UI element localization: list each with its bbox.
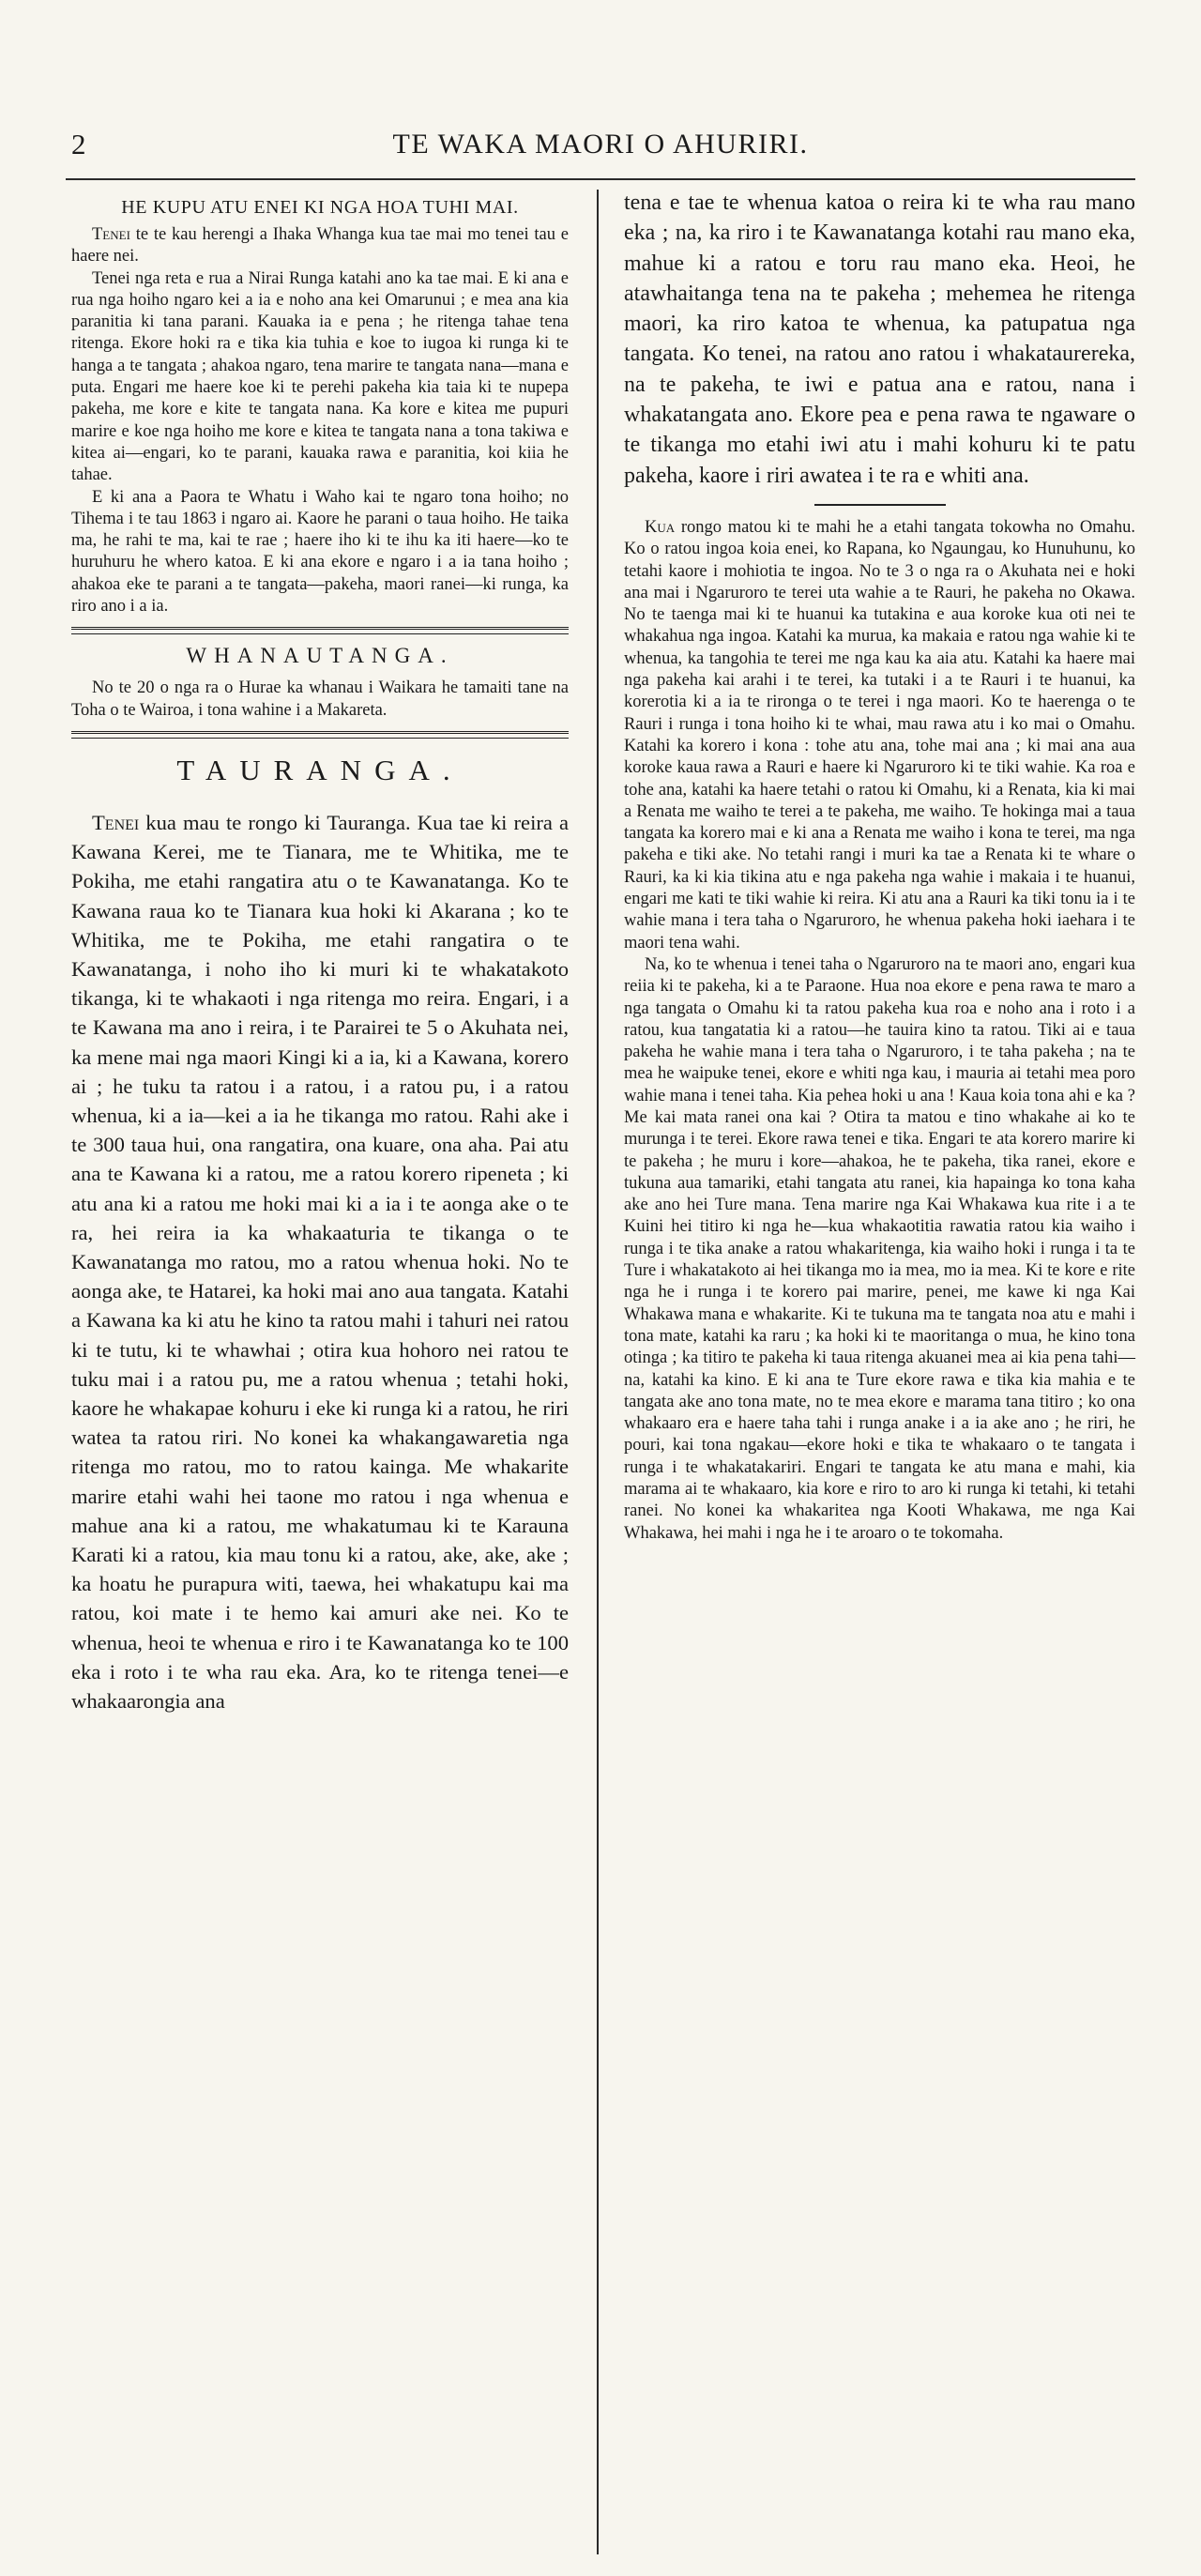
whanautanga-heading: WHANAUTANGA. — [186, 644, 454, 668]
right-column — [624, 188, 1135, 1545]
article-kupu-paragraph — [71, 224, 569, 268]
tauranga-heading: TAURANGA. — [176, 753, 464, 786]
newspaper-title: TE WAKA MAORI O AHURIRI. — [392, 129, 809, 160]
tauranga-continuation: tena e tae te whenua katoa o reira ki te wha rau mano eka ; na, ka riro i te Kawanatanga kotahi rau mano eka, mahue ki a ratou e toru rau mano eka. Heoi, he atawhaitanga tena na te pakeha ; mehemea he ritenga maori, ka riro katoa te whenua, ka patupatua nga tangata. Ko tenei, na ratou ano ratou i whakataurereka, na te pakeha, te iwi e patua ana e ratou, nana i whakatangata ano. Ekore pea e pena rawa te ngaware o te tikanga mo etahi iwi atu i mahi kohuru ki te patu pakeha, kaore i riri awatea i te ra e whiti ana. — [624, 191, 1135, 488]
article-kupu-body — [71, 224, 569, 617]
page-number: 2 — [71, 128, 86, 160]
article-kupu-p3: E ki ana a Paora te Whatu i Waho kai te ngaro tona hoiho; no Tihema i te tau 1863 i ngaro ai. Kaore he parani o taua hoiho. He taika ma, he rahi te ma, kai te rae ; haere iho ki te ihu ka iti haere—ko te huruhuru he whero katoa. E ki ana ekore e ngaro i a ia tana hoiho ; ahakoa eke te parani a te tangata—pakeha, maori ranei—ki runga, ka riro ano i a ia. — [71, 487, 569, 617]
tauranga-lead: Tenei — [92, 810, 140, 834]
left-column — [71, 188, 569, 1715]
whanautanga-body: No te 20 o nga ra o Hurae ka whanau i Waikara he tamaiti tane na Toha o te Wairoa, i tona wahine i a Makareta. — [71, 678, 569, 720]
omahu-p2: Na, ko te whenua i tenei taha o Ngaruroro na te maori ano, engari kua reiia ki te pakeha, ki a te Paraone. Hua noa ekore e pena rawa te maro a nga tangata o Omahu ki ta ratou pakeha kua roa e noho ana i roto i a ratou, kua tangatatia ki a ratou—he tauira kino ta ratou. Tiki ai e taua pakeha he wahie mana i tera taha o Ngaruroro, i te taha pakeha ; na te mea he waipuke tenei, ekore e whiti nga kau, i mauria ai tetahi mea poro wahie mana i tenei taha. Kia pehea hoki u ana ! Kaua koia tona ahi e ka ? Me kai mata ranei ona kai ? Otira ta matou e tino whakahe ai ko te murunga i te terei. Ekore rawa tenei e tika. Engari te ata korero marire ki te pakeha ; he muru i kore—ahakoa, he te pakeha, tika ranei, ekore e tukuna aua tamariki, etahi tangata atu ranei, kia hapainga ko tona kaha ake ano hei Ture mana. Tena marire nga Kai Whakawa kua rite i a te Kuini hei titiro ki nga he—kua whakaotitia rawatia ratou kia waiho i runga i te tika anake a ratou whakaritenga, kia waiho hoki i runga i ta te Ture i whakatakoto ai hei tikanga mo ia mea, mo ia mea. Ki te kore e rite nga he i runga i te korero pai marire, penei, me kawe ki nga Kai Whakawa mana e whakarite. Ki te tukuna ma te tangata noa atu e mahi i tona mate, katahi ka raru ; ka hoki ki te maoritanga o mua, he kino tona otinga ; ka titiro te pakeha ki taua ritenga akuanei mea ai kia pena tahi—na, katahi ka kino. E ki ana te Ture ekore rawa e tika kia mahia e te tangata ake ano tona mate, no te mea ekore e marama tana titiro ; ko ona whakaaro era e haere taha tahi i runga anake i a ia ake ano ; he riri, he pouri, kai tona ngakau—ekore hoki e tika te whakaaro o te tangata i runga i te whakatakariri. Engari te tangata ke atu mana e mahi, kia marama ai te whakaaro, kia kore e riro to aro ki runga ki tetahi, ki tetahi ranei. No konei ka whakaritea nga Kooti Whakawa, me nga Kai Whakawa, hei mahi i nga he i te aroaro o te tokomaha. — [624, 954, 1135, 1543]
tauranga-body — [71, 808, 569, 1715]
header-rule — [66, 178, 1135, 180]
section-rule — [71, 731, 569, 739]
masthead — [66, 124, 1135, 165]
section-rule — [71, 627, 569, 634]
article-kupu-p2: Tenei nga reta e rua a Nirai Runga katahi ano ka tae mai. E ki ana e rua nga hoiho ngaro kei a ia e noho ana kei Omarunui ; e mea ana kia paranitia ki tana parani. Kauaka ia e pena ; he ritenga tahae tena ritenga. Ekore hoki ra e tika kia tuhia e koe to iugoa ki runga ki te hanga a te tangata ; ahakoa ngaro, tena marire te tangata nana—mana e puta. Engari me haere koe ki te perehi pakeha kia taia ki te nupepa pakeha, me kore e kite te tangata nana. Ka kore e kitea me pupuri marire e koe nga hoiho me kore e kitea te tangata nana a tona takiwa e kitea ai—engari, ko te parani, kauaka rawa e paranitia, koi kiia he tahae. — [71, 268, 569, 485]
article-kupu-lead: Tenei — [92, 225, 130, 244]
article-kupu — [71, 197, 569, 617]
article-kupu-heading: HE KUPU ATU ENEI KI NGA HOA TUHI MAI. — [121, 197, 519, 218]
column-divider — [597, 190, 599, 2554]
section-rule-short — [814, 504, 946, 506]
omahu-p1: rongo matou ki te mahi he a etahi tangata tokowha no Omahu. Ko o ratou ingoa koia enei, ko Rapana, ko Ngaungau, ko Hunuhunu, ko tetahi kaore i mohiotia te ingoa. No te 3 o nga ra o Akuhata nei e hoki ana mai i Ngaruroro te terei uta wahie a te Rauri, he pakeha no Okawa. No te taenga mai ki te huanui ka tutakina e aua koroke kua oti nei te whakahua nga ingoa. Katahi ka murua, ka makaia e ratou nga wahie ki te whenua, ka tangohia te terei me nga kau ka aia atu. Katahi ka haere mai nga pakeha kai arahi i te terei, ka tutaki i a te Rauri i te huanui, ka korerotia ki a ia te rironga o te terei i nga maori. Ko te haerenga o te Rauri i runga i tona hoiho ki te whai, mau rawa atu i ko mai o Omahu. Katahi ka korero i kona : tohe atu ana, tohe mai ana ; ki mai ana aua koroke kaua rawa a Rauri e haere ki Ngaruroro ki te tiki wahie. Ka roa e tohe ana, katahi ka haere tetahi o ratou ki Omahu, ki a Renata, kia ki mai a Renata me waiho te terei a te pakeha, me waiho. Te hokinga mai a taua tangata ka korero mai e ki ana a Renata me waiho i kona te terei, ma nga pakeha e tiki ake. No tetahi rangi i muri ka tae a Renata ki te whare o Rauri, ka ki kia tikina atu e nga pakeha nga wahie i makaia i te huanui, engari me kati te tiki wahie ki reira. Ki atu ana a Rauri ka tiki tonu ia i te wahie mana i tera taha o Ngaruroro, he whenua pakeha hoki iaehara i te maori tena wahi. — [624, 517, 1135, 953]
article-kupu-p1: te te kau herengi a Ihaka Whanga kua tae mai mo tenei tau e haere nei. — [71, 225, 569, 267]
omahu-lead: Kua — [645, 517, 676, 537]
article-omahu — [624, 517, 1135, 1545]
tauranga-text: kua mau te rongo ki Tauranga. Kua tae ki reira a Kawana Kerei, me te Tianara, me te Whitika, me te Pokiha, me etahi rangatira atu o te Kawanatanga. Ko te Kawana raua ko te Tianara kua hoki ki Akarana ; ko te Whitika, me te Pokiha, me etahi rangatira o te Kawanatanga, i noho iho ki muri ki te whakatakoto tikanga, ki te whakaoti i nga ritenga mo reira. Engari, i a te Kawana ma ano i reira, i te Parairei te 5 o Akuhata nei, ka mene mai nga maori Kingi ki a ia, ki a Kawana, korero ai ; he tuku ta ratou i a ratou, i a ratou pu, i a ratou whenua, ki a ia—kei a ia he tikanga mo ratou. Rahi ake i te 300 taua hui, ona rangatira, ona kuare, ona aha. Pai atu ana te Kawana ki a ratou, me a ratou korero ripeneta ; ki atu ana ki a ratou me hoki mai ki a ia i te aonga ake o te ra, hei reira ia ka whakaaturia te tikanga o te Kawanatanga mo ratou, mo a ratou whenua hoki. No te aonga ake, te Hatarei, ka hoki mai ano aua tangata. Katahi a Kawana ka ki atu he kino ta ratou mahi i tahuri nei ratou ki te tutu, ki te whawhai ; otira kua hohoro nei ratou te tuku mai i a ratou pu, me a ratou whenua ; tetahi hoki, kaore he whakapae kohuru i eke ki runga ki a ratou, he riri watea ta ratou riri. No konei ka whakangawaretia nga ritenga mo ratou, mo to ratou kainga. Me whakarite marire etahi wahi hei taone mo ratou i nga whenua e mahue ana ki a ratou, me whakatumau ki te Karauna Karati ki a ratou, kia mau tonu ki a ratou, ake, ake, ake ; ka hoatu he purapura witi, taewa, hei whakatupu kai ma ratou, koi mate i te hemo kai amuri ake nei. Ko te whenua, heoi te whenua e riro i te Kawanatanga ko te 100 eka i roto i te wha rau eka. Ara, ko te ritenga tenei—e whakaarongia ana — [71, 810, 569, 1714]
article-tauranga — [71, 754, 569, 1715]
omahu-paragraph — [624, 517, 1135, 954]
article-whanautanga — [71, 644, 569, 722]
